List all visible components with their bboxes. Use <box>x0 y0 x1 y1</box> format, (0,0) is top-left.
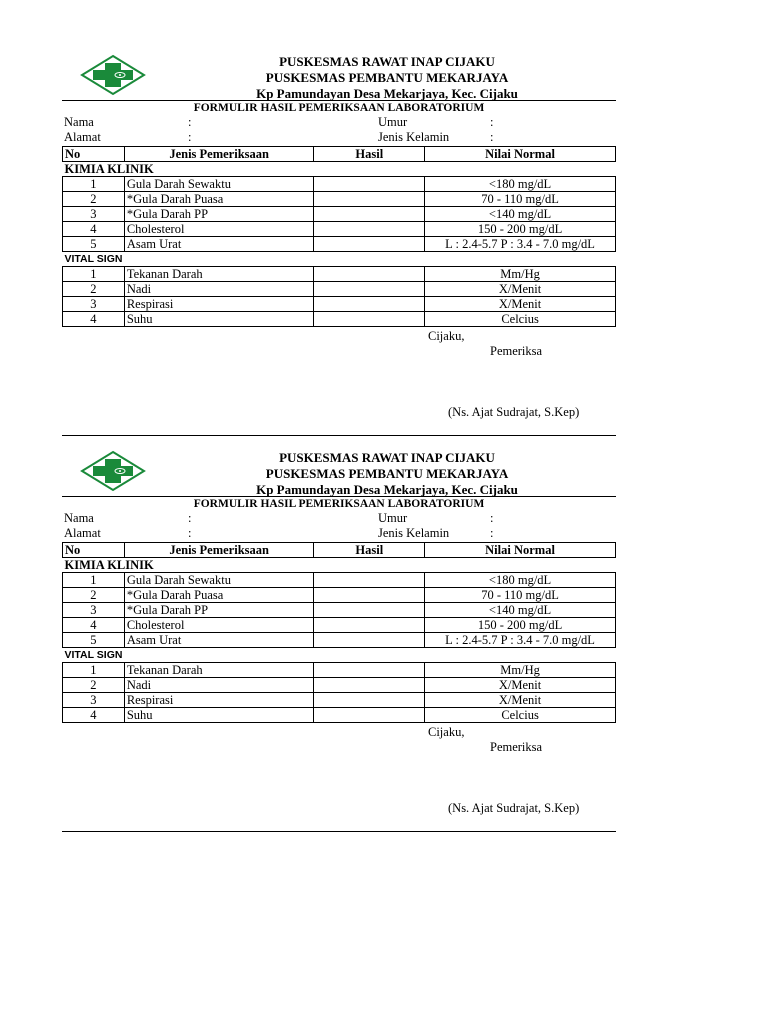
jenis-kelamin-colon: : <box>490 130 494 144</box>
section-title: KIMIA KLINIK <box>63 558 616 573</box>
nama-label: Nama <box>64 115 94 129</box>
row-test-name: Nadi <box>124 282 314 297</box>
row-no: 1 <box>63 267 125 282</box>
row-nilai-normal: <140 mg/dL <box>425 207 616 222</box>
signature-place: Cijaku, <box>428 725 465 739</box>
nama-colon: : <box>188 511 192 525</box>
row-no: 4 <box>63 222 125 237</box>
umur-label: Umur <box>378 115 408 129</box>
table-row <box>63 708 616 723</box>
signature-name: (Ns. Ajat Sudrajat, S.Kep) <box>448 405 580 419</box>
header-jenis-pemeriksaan: Jenis Pemeriksaan <box>124 147 314 162</box>
signature-place: Cijaku, <box>428 329 465 343</box>
signature-role: Pemeriksa <box>490 740 543 754</box>
row-nilai-normal: X/Menit <box>425 678 616 693</box>
header-line-1: PUSKESMAS RAWAT INAP CIJAKU <box>279 450 495 465</box>
row-hasil-cell[interactable] <box>314 693 425 708</box>
row-nilai-normal: Celcius <box>425 312 616 327</box>
row-nilai-normal: <180 mg/dL <box>425 177 616 192</box>
table-row <box>63 663 616 678</box>
puskesmas-logo-icon <box>80 54 146 96</box>
header-no: No <box>63 543 125 558</box>
row-test-name: Respirasi <box>124 297 314 312</box>
form-title: FORMULIR HASIL PEMERIKSAAN LABORATORIUM <box>193 102 485 114</box>
row-hasil-cell[interactable] <box>314 177 425 192</box>
row-test-name: *Gula Darah PP <box>124 603 314 618</box>
row-no: 3 <box>63 693 125 708</box>
nama-label: Nama <box>64 511 94 525</box>
row-no: 2 <box>63 588 125 603</box>
row-no: 4 <box>63 312 125 327</box>
table-row <box>63 693 616 708</box>
row-test-name: Asam Urat <box>124 633 314 648</box>
table-row <box>63 312 616 327</box>
row-hasil-cell[interactable] <box>314 222 425 237</box>
table-row <box>63 633 616 648</box>
form-bottom-rule <box>62 435 616 436</box>
row-nilai-normal: <140 mg/dL <box>425 603 616 618</box>
header-address: Kp Pamundayan Desa Mekarjaya, Kec. Cijaku <box>256 86 518 101</box>
lab-form-1 <box>62 50 616 446</box>
row-hasil-cell[interactable] <box>314 708 425 723</box>
header-nilai-normal: Nilai Normal <box>425 543 616 558</box>
table-header-row <box>63 543 616 558</box>
row-hasil-cell[interactable] <box>314 633 425 648</box>
signature-role: Pemeriksa <box>490 344 543 358</box>
row-hasil-cell[interactable] <box>314 282 425 297</box>
row-no: 2 <box>63 192 125 207</box>
row-test-name: Respirasi <box>124 693 314 708</box>
header-hasil: Hasil <box>314 147 425 162</box>
table-row <box>63 177 616 192</box>
row-hasil-cell[interactable] <box>314 207 425 222</box>
lab-results-table <box>62 542 616 723</box>
table-header-row <box>63 147 616 162</box>
lab-form-2 <box>62 446 616 842</box>
header-line-1: PUSKESMAS RAWAT INAP CIJAKU <box>279 54 495 69</box>
table-row <box>63 237 616 252</box>
row-hasil-cell[interactable] <box>314 192 425 207</box>
row-no: 4 <box>63 708 125 723</box>
row-no: 1 <box>63 573 125 588</box>
row-nilai-normal: X/Menit <box>425 282 616 297</box>
row-test-name: Cholesterol <box>124 222 314 237</box>
alamat-colon: : <box>188 130 192 144</box>
row-no: 1 <box>63 663 125 678</box>
row-test-name: *Gula Darah Puasa <box>124 192 314 207</box>
umur-label: Umur <box>378 511 408 525</box>
row-test-name: *Gula Darah PP <box>124 207 314 222</box>
jenis-kelamin-colon: : <box>490 526 494 540</box>
row-hasil-cell[interactable] <box>314 297 425 312</box>
row-nilai-normal: <180 mg/dL <box>425 573 616 588</box>
section-title: VITAL SIGN <box>63 648 616 663</box>
umur-colon: : <box>490 511 494 525</box>
table-row <box>63 573 616 588</box>
row-test-name: Suhu <box>124 708 314 723</box>
table-row <box>63 192 616 207</box>
table-row <box>63 603 616 618</box>
row-nilai-normal: 150 - 200 mg/dL <box>425 222 616 237</box>
section-row <box>63 648 616 663</box>
form-bottom-rule <box>62 831 616 832</box>
section-row <box>63 558 616 573</box>
row-no: 4 <box>63 618 125 633</box>
signature-name: (Ns. Ajat Sudrajat, S.Kep) <box>448 801 580 815</box>
table-row <box>63 678 616 693</box>
row-no: 3 <box>63 297 125 312</box>
header-hasil: Hasil <box>314 543 425 558</box>
row-no: 3 <box>63 603 125 618</box>
umur-colon: : <box>490 115 494 129</box>
table-row <box>63 588 616 603</box>
row-test-name: Tekanan Darah <box>124 267 314 282</box>
row-hasil-cell[interactable] <box>314 663 425 678</box>
row-test-name: Asam Urat <box>124 237 314 252</box>
header-line-2: PUSKESMAS PEMBANTU MEKARJAYA <box>265 466 509 481</box>
header-nilai-normal: Nilai Normal <box>425 147 616 162</box>
row-nilai-normal: Mm/Hg <box>425 267 616 282</box>
section-row <box>63 162 616 177</box>
row-nilai-normal: L : 2.4-5.7 P : 3.4 - 7.0 mg/dL <box>425 237 616 252</box>
row-test-name: Suhu <box>124 312 314 327</box>
row-nilai-normal: Celcius <box>425 708 616 723</box>
jenis-kelamin-label: Jenis Kelamin <box>378 526 450 540</box>
section-title: KIMIA KLINIK <box>63 162 616 177</box>
table-row <box>63 267 616 282</box>
row-no: 2 <box>63 678 125 693</box>
header-no: No <box>63 147 125 162</box>
row-hasil-cell[interactable] <box>314 603 425 618</box>
row-no: 3 <box>63 207 125 222</box>
jenis-kelamin-label: Jenis Kelamin <box>378 130 450 144</box>
row-nilai-normal: 150 - 200 mg/dL <box>425 618 616 633</box>
table-row <box>63 207 616 222</box>
form-title: FORMULIR HASIL PEMERIKSAAN LABORATORIUM <box>193 498 485 510</box>
row-nilai-normal: 70 - 110 mg/dL <box>425 588 616 603</box>
table-row <box>63 222 616 237</box>
row-hasil-cell[interactable] <box>314 588 425 603</box>
row-nilai-normal: Mm/Hg <box>425 663 616 678</box>
row-nilai-normal: X/Menit <box>425 693 616 708</box>
row-test-name: Tekanan Darah <box>124 663 314 678</box>
row-no: 1 <box>63 177 125 192</box>
alamat-label: Alamat <box>64 130 101 144</box>
row-hasil-cell[interactable] <box>314 678 425 693</box>
lab-results-table <box>62 146 616 327</box>
alamat-colon: : <box>188 526 192 540</box>
table-row <box>63 297 616 312</box>
table-row <box>63 618 616 633</box>
row-hasil-cell[interactable] <box>314 237 425 252</box>
row-nilai-normal: X/Menit <box>425 297 616 312</box>
row-hasil-cell[interactable] <box>314 312 425 327</box>
row-no: 5 <box>63 237 125 252</box>
row-hasil-cell[interactable] <box>314 573 425 588</box>
section-title: VITAL SIGN <box>63 252 616 267</box>
row-test-name: Gula Darah Sewaktu <box>124 177 314 192</box>
row-hasil-cell[interactable] <box>314 267 425 282</box>
row-nilai-normal: 70 - 110 mg/dL <box>425 192 616 207</box>
row-test-name: *Gula Darah Puasa <box>124 588 314 603</box>
row-hasil-cell[interactable] <box>314 618 425 633</box>
header-address: Kp Pamundayan Desa Mekarjaya, Kec. Cijaku <box>256 482 518 497</box>
section-row <box>63 252 616 267</box>
row-no: 2 <box>63 282 125 297</box>
puskesmas-logo-icon <box>80 450 146 492</box>
row-no: 5 <box>63 633 125 648</box>
nama-colon: : <box>188 115 192 129</box>
row-test-name: Gula Darah Sewaktu <box>124 573 314 588</box>
row-test-name: Nadi <box>124 678 314 693</box>
header-line-2: PUSKESMAS PEMBANTU MEKARJAYA <box>265 70 509 85</box>
header-jenis-pemeriksaan: Jenis Pemeriksaan <box>124 543 314 558</box>
row-nilai-normal: L : 2.4-5.7 P : 3.4 - 7.0 mg/dL <box>425 633 616 648</box>
row-test-name: Cholesterol <box>124 618 314 633</box>
table-row <box>63 282 616 297</box>
alamat-label: Alamat <box>64 526 101 540</box>
